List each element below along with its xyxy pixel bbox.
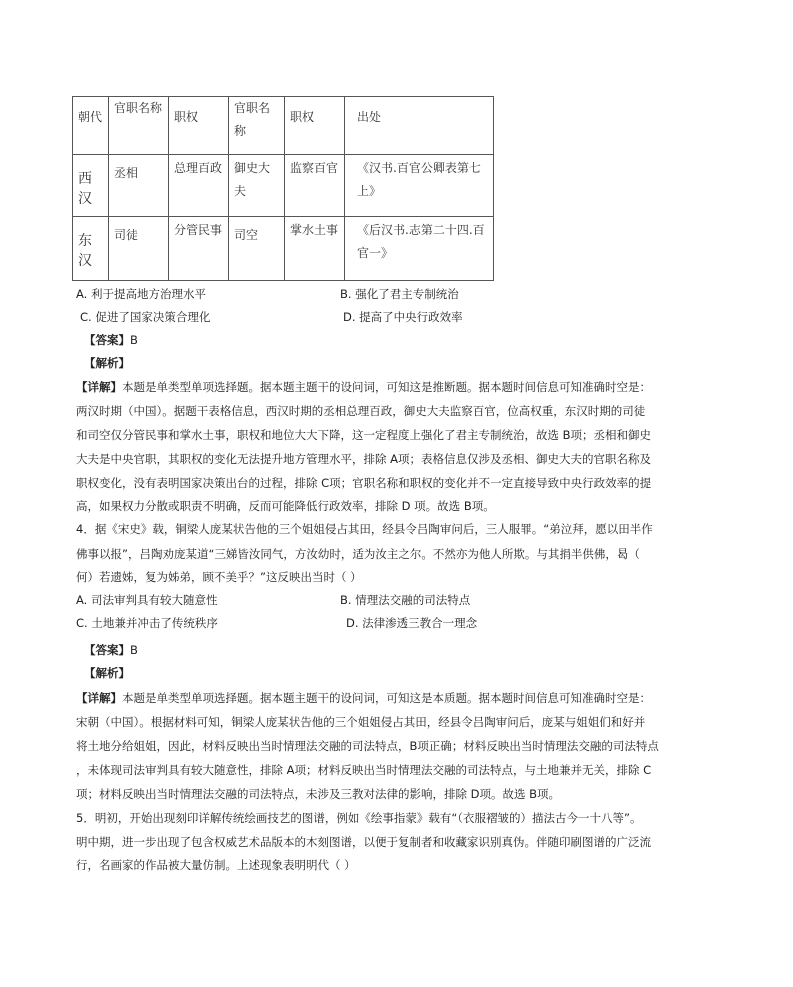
q3-analysis-tag: 【解析】 (84, 356, 130, 370)
answer-tag: 【答案】 (84, 643, 130, 657)
header-power-2: 职权 (285, 97, 345, 155)
q3-option-a: A. 利于提高地方治理水平 (76, 287, 206, 301)
header-dynasty: 朝代 (73, 97, 109, 155)
q5-stem-line: 明中期，进一步出现了包含权威艺术品版本的木刻图谱，以便于复制者和收藏家识别真伪。伴随印刷图谱的广泛流 (76, 835, 651, 849)
q4-stem-line: 何）若遗姊，复为姊弟，顾不美乎？”这反映出当时（ ） (76, 570, 362, 584)
q4-detail-line: ，未体现司法审判具有较大随意性，排除 A项；材料反映出当时情理法交融的司法特点，与土地兼并无关，排除 C (76, 763, 652, 777)
detail-text: 本题是单类型单项选择题。据本题主题干的设问词，可知这是推断题。据本题时间信息可知准确时空是： (122, 380, 651, 394)
q3-detail-line: 高，如果权力分散或职责不明确，反而可能降低行政效率，排除 D 项。故选 B项。 (76, 499, 495, 513)
cell-source: 《汉书.百官公卿表第七上》 (345, 155, 494, 217)
cell-title: 御史大夫 (229, 155, 285, 217)
cell-power: 掌水土事 (285, 217, 345, 281)
q4-detail-line: 宋朝（中国）。根据材料可知，铜梁人庞某状告他的三个姐姐侵占其田，经县令吕陶审问后，庞某与姐姐们和好并 (76, 715, 646, 729)
q4-option-c: C. 土地兼并冲击了传统秩序 (76, 616, 218, 630)
q5-stem-line: 5．明初，开始出现刻印详解传统绘画技艺的图谱，例如《绘事指蒙》载有“（衣服褶皱的）描法古今一十八等”。 (76, 811, 642, 825)
q3-option-c: C. 促进了国家决策合理化 (80, 310, 211, 324)
cell-dynasty: 东汉 (73, 217, 109, 281)
q3-answer (84, 332, 138, 348)
cell-power: 分管民事 (169, 217, 229, 281)
q4-option-b: B. 情理法交融的司法特点 (340, 593, 471, 607)
header-power-1: 职权 (169, 97, 229, 155)
q3-detail-line: 两汉时期（中国）。据题干表格信息，西汉时期的丞相总理百政，御史大夫监察百官，位高权重，东汉时期的司徒 (76, 404, 646, 418)
cell-dynasty: 西汉 (73, 155, 109, 217)
table-header-row (73, 97, 494, 155)
answer-value: B (130, 333, 138, 347)
q3-detail-line (76, 379, 651, 395)
table-row (73, 155, 494, 217)
q4-stem-line: 佛事以报”，吕陶劝庞某道“三娣皆汝同气，方汝幼时，适为汝主之尔。不然亦为他人所欺。与其捐半供佛，曷（ (76, 547, 640, 561)
q3-detail-line: 和司空仅分管民事和掌水土事，职权和地位大大下降，这一定程度上强化了君主专制统治，故选 B项；丞相和御史 (76, 428, 652, 442)
answer-tag: 【答案】 (84, 333, 130, 347)
officials-table (72, 96, 494, 281)
table-row (73, 217, 494, 281)
q4-detail-line: 项；材料反映出当时情理法交融的司法特点，未涉及三教对法律的影响，排除 D项。故选 B项。 (76, 787, 561, 801)
q3-option-d: D. 提高了中央行政效率 (343, 310, 463, 324)
header-official-title-2: 官职名称 (229, 97, 285, 155)
cell-title: 丞相 (109, 155, 169, 217)
header-source: 出处 (345, 97, 494, 155)
detail-tag: 【详解】 (76, 380, 122, 394)
q4-option-a: A. 司法审判具有较大随意性 (76, 593, 218, 607)
cell-power: 监察百官 (285, 155, 345, 217)
q3-detail-line: 职权变化，没有表明国家决策出台的过程，排除 C项；官职名称和职权的变化并不一定直接导致中央行政效率的提 (76, 476, 652, 490)
cell-title: 司空 (229, 217, 285, 281)
cell-source: 《后汉书.志第二十四.百官一》 (345, 217, 494, 281)
cell-title: 司徒 (109, 217, 169, 281)
q4-detail-line (76, 690, 651, 706)
detail-tag: 【详解】 (76, 691, 122, 705)
q3-detail-line: 大夫是中央官职，其职权的变化无法提升地方管理水平，排除 A项；表格信息仅涉及丞相、御史大夫的官职名称及 (76, 452, 652, 466)
detail-text: 本题是单类型单项选择题。据本题主题干的设问词，可知这是本质题。据本题时间信息可知准确时空是： (122, 691, 651, 705)
q3-option-b: B. 强化了君主专制统治 (340, 287, 459, 301)
q4-option-d: D. 法律渗透三教合一理念 (346, 616, 478, 630)
q5-stem-line: 行，名画家的作品被大量仿制。上述现象表明明代（ ） (76, 858, 356, 872)
answer-value: B (130, 643, 138, 657)
header-official-title-1: 官职名称 (109, 97, 169, 155)
cell-power: 总理百政 (169, 155, 229, 217)
q4-answer (84, 642, 138, 658)
q4-detail-line: 将土地分给姐姐，因此，材料反映出当时情理法交融的司法特点，B项正确；材料反映出当时情理法交融的司法特点 (76, 739, 659, 753)
q4-analysis-tag: 【解析】 (84, 666, 130, 680)
q4-stem-line: 4．据《宋史》载，铜梁人庞某状告他的三个姐姐侵占其田，经县令吕陶审问后，三人服罪。“弟泣拜，愿以田半作 (76, 522, 653, 536)
